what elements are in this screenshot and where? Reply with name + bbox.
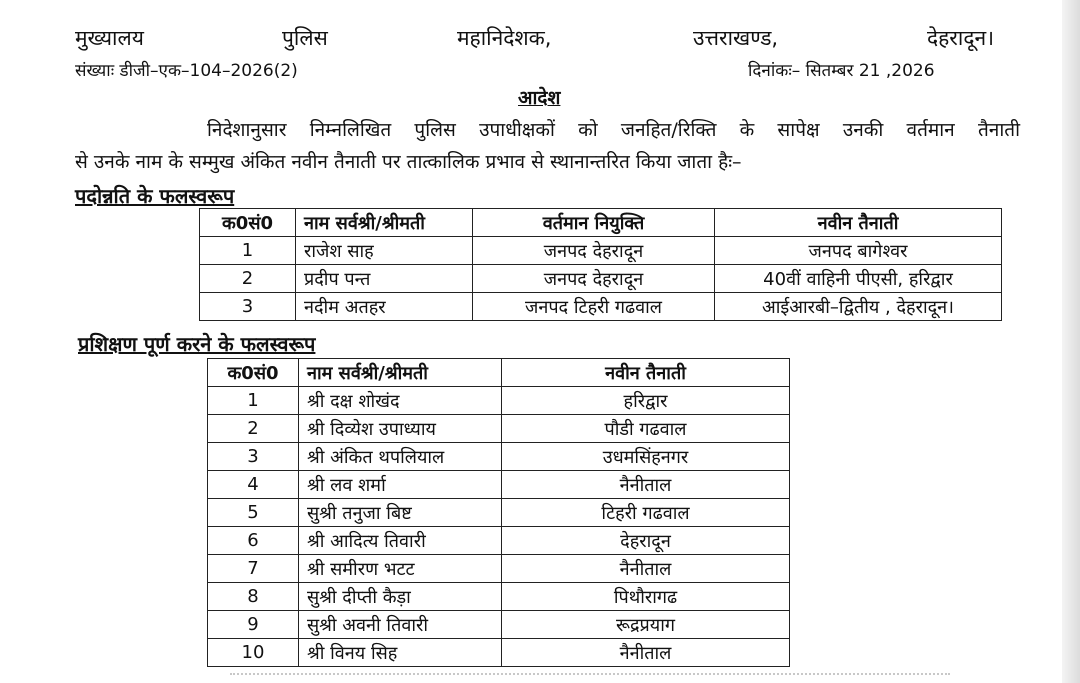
- serial-cell: 6: [208, 527, 299, 555]
- serial-cell: 1: [200, 237, 296, 265]
- new-posting-cell: नैनीताल: [502, 639, 790, 667]
- header-word-2: पुलिस: [282, 26, 328, 50]
- table-row: [208, 415, 790, 443]
- name-cell: नदीम अतहर: [296, 293, 473, 321]
- new-posting-cell: नैनीताल: [502, 471, 790, 499]
- header-word-4: उत्तराखण्ड,: [693, 26, 779, 50]
- table-row: [208, 639, 790, 667]
- table-row: [200, 265, 1002, 293]
- serial-cell: 3: [208, 443, 299, 471]
- serial-cell: 2: [200, 265, 296, 293]
- table-row: [208, 583, 790, 611]
- table-row: [208, 611, 790, 639]
- serial-cell: 10: [208, 639, 299, 667]
- name-cell: सुश्री अवनी तिवारी: [299, 611, 502, 639]
- order-text: [75, 114, 1020, 178]
- current-posting-cell: जनपद टिहरी गढवाल: [473, 293, 715, 321]
- table-header-row: [200, 209, 1002, 237]
- order-text-line-2: से उनके नाम के सम्मुख अंकित नवीन तैनाती पर तात्कालिक प्रभाव से स्थानान्तरित किया जाता हैः–: [75, 151, 742, 173]
- table-row: [208, 555, 790, 583]
- promotion-table: [199, 208, 1002, 321]
- name-cell: श्री विनय सिह: [299, 639, 502, 667]
- order-title: आदेश: [518, 87, 561, 109]
- table-row: [200, 237, 1002, 265]
- name-cell: राजेश साह: [296, 237, 473, 265]
- new-posting-cell: देहरादून: [502, 527, 790, 555]
- new-posting-cell: टिहरी गढवाल: [502, 499, 790, 527]
- serial-cell: 1: [208, 387, 299, 415]
- table-header-row: [208, 359, 790, 387]
- serial-cell: 5: [208, 499, 299, 527]
- name-cell: श्री दक्ष शोखंद: [299, 387, 502, 415]
- serial-cell: 8: [208, 583, 299, 611]
- col-name: नाम सर्वश्री/श्रीमती: [299, 359, 502, 387]
- table-row: [208, 499, 790, 527]
- serial-cell: 7: [208, 555, 299, 583]
- table-row: [208, 471, 790, 499]
- table-row: [200, 293, 1002, 321]
- serial-cell: 4: [208, 471, 299, 499]
- promotion-heading: पदोन्नति के फलस्वरूप: [75, 184, 235, 208]
- name-cell: प्रदीप पन्त: [296, 265, 473, 293]
- name-cell: श्री समीरण भटट: [299, 555, 502, 583]
- new-posting-cell: उधमसिंहनगर: [502, 443, 790, 471]
- table-row: [208, 527, 790, 555]
- new-posting-cell: नैनीताल: [502, 555, 790, 583]
- name-cell: सुश्री तनुजा बिष्ट: [299, 499, 502, 527]
- name-cell: श्री आदित्य तिवारी: [299, 527, 502, 555]
- name-cell: सुश्री दीप्ती कैड़ा: [299, 583, 502, 611]
- new-posting-cell: आईआरबी–द्वितीय , देहरादून।: [715, 293, 1002, 321]
- cut-off-next-line: [230, 673, 950, 683]
- training-heading: प्रशिक्षण पूर्ण करने के फलस्वरूप: [78, 332, 316, 356]
- name-cell: श्री दिव्येश उपाध्याय: [299, 415, 502, 443]
- table-row: [208, 387, 790, 415]
- new-posting-cell: 40वीं वाहिनी पीएसी, हरिद्वार: [715, 265, 1002, 293]
- col-new-posting: नवीन तैनाती: [502, 359, 790, 387]
- serial-cell: 3: [200, 293, 296, 321]
- new-posting-cell: जनपद बागेश्वर: [715, 237, 1002, 265]
- current-posting-cell: जनपद देहरादून: [473, 265, 715, 293]
- col-name: नाम सर्वश्री/श्रीमती: [296, 209, 473, 237]
- page-edge: [1062, 0, 1080, 683]
- training-table: [207, 358, 790, 667]
- col-serial: क0सं0: [208, 359, 299, 387]
- serial-cell: 9: [208, 611, 299, 639]
- table-row: [208, 443, 790, 471]
- order-text-line-1: निदेशानुसार निम्नलिखित पुलिस उपाधीक्षकों को जनहित/रिक्ति के सापेक्ष उनकी वर्तमान तैनाती: [207, 119, 1020, 141]
- new-posting-cell: पिथौरागढ: [502, 583, 790, 611]
- col-serial: क0सं0: [200, 209, 296, 237]
- serial-cell: 2: [208, 415, 299, 443]
- name-cell: श्री अंकित थपलियाल: [299, 443, 502, 471]
- current-posting-cell: जनपद देहरादून: [473, 237, 715, 265]
- header-word-3: महानिदेशक,: [457, 26, 552, 50]
- new-posting-cell: हरिद्वार: [502, 387, 790, 415]
- new-posting-cell: पौडी गढवाल: [502, 415, 790, 443]
- new-posting-cell: रूद्रप्रयाग: [502, 611, 790, 639]
- name-cell: श्री लव शर्मा: [299, 471, 502, 499]
- header-word-5: देहरादून।: [927, 26, 995, 50]
- order-date: दिनांकः– सितम्बर 21 ,2026: [748, 61, 935, 81]
- header-word-1: मुख्यालय: [75, 26, 144, 50]
- col-current-posting: वर्तमान नियुक्ति: [473, 209, 715, 237]
- col-new-posting: नवीन तैनाती: [715, 209, 1002, 237]
- reference-number: संख्याः डीजी–एक–104–2026(2): [75, 61, 298, 81]
